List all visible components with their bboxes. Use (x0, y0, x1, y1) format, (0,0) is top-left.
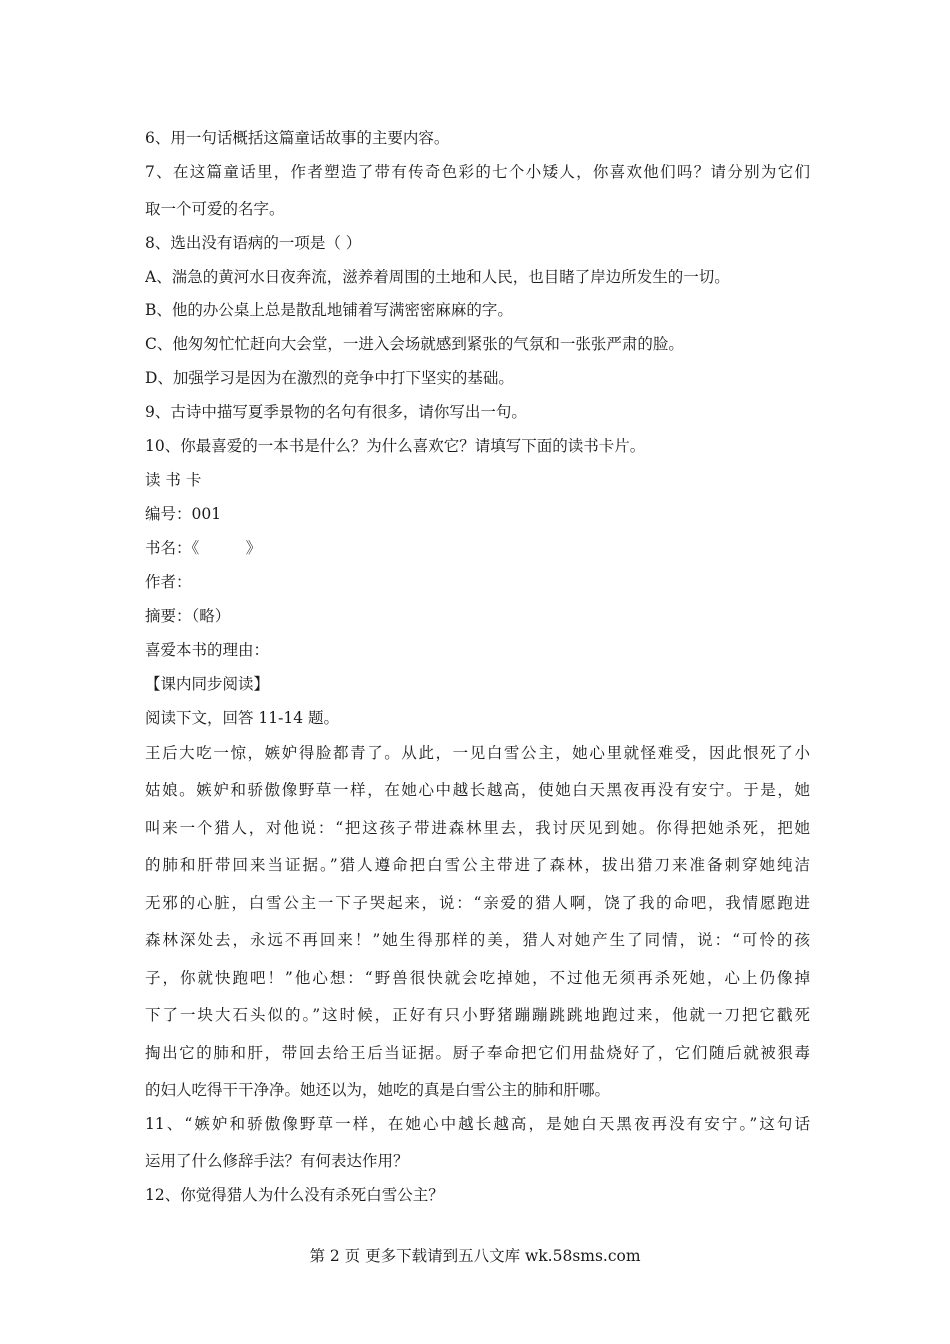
question-10: 10、你最喜爱的一本书是什么？为什么喜欢它？请填写下面的读书卡片。 (145, 437, 646, 455)
question-12: 12、你觉得猎人为什么没有杀死白雪公主？ (145, 1186, 444, 1204)
section-heading: 【课内同步阅读】 (145, 675, 270, 693)
option-b: B、他的办公桌上总是散乱地铺着写满密密麻麻的字。 (145, 301, 513, 319)
card-author: 作者： (145, 573, 192, 591)
passage-line-3: 叫来一个猎人，对他说：“把这孩子带进森林里去，我讨厌见到她。你得把她杀死，把她 (145, 819, 810, 837)
passage-line-6: 森林深处去，永远不再回来！”她生得那样的美，猎人对她产生了同情，说：“可怜的孩 (145, 931, 810, 949)
question-11-line-1: 11、“嫉妒和骄傲像野草一样，在她心中越长越高，是她白天黑夜再没有安宁。”这句话 (145, 1115, 810, 1133)
passage-line-10: 的妇人吃得干干净净。她还以为，她吃的真是白雪公主的肺和肝哪。 (145, 1081, 611, 1099)
question-8: 8、选出没有语病的一项是（ ） (145, 234, 362, 252)
passage-line-5: 无邪的心脏，白雪公主一下子哭起来，说：“亲爱的猎人啊，饶了我的命吧，我情愿跑进 (145, 894, 810, 912)
reading-card-title: 读 书 卡 (145, 471, 202, 489)
option-a: A、湍急的黄河水日夜奔流，滋养着周围的土地和人民，也目睹了岸边所发生的一切。 (145, 268, 730, 286)
card-number: 编号：001 (145, 505, 222, 523)
question-7-line-2: 取一个可爱的名字。 (145, 200, 285, 218)
reading-instruction: 阅读下文，回答 11-14 题。 (145, 709, 340, 727)
card-summary: 摘要：（略） (145, 607, 231, 625)
card-reason: 喜爱本书的理由： (145, 641, 270, 659)
question-9: 9、古诗中描写夏季景物的名句有很多，请你写出一句。 (145, 403, 527, 421)
passage-line-9: 掏出它的肺和肝，带回去给王后当证据。厨子奉命把它们用盐烧好了，它们随后就被狠毒 (145, 1044, 810, 1062)
passage-line-4: 的肺和肝带回来当证据。”猎人遵命把白雪公主带进了森林，拔出猎刀来准备刺穿她纯洁 (145, 856, 810, 874)
option-c: C、他匆匆忙忙赶向大会堂，一进入会场就感到紧张的气氛和一张张严肃的脸。 (145, 335, 684, 353)
page-footer: 第 2 页 更多下载请到五八文库 wk.58sms.com (309, 1247, 641, 1265)
card-book-name: 书名：《 》 (145, 539, 262, 557)
option-d: D、加强学习是因为在激烈的竞争中打下坚实的基础。 (145, 369, 514, 387)
passage-line-2: 姑娘。嫉妒和骄傲像野草一样，在她心中越长越高，使她白天黑夜再没有安宁。于是，她 (145, 781, 810, 799)
question-6: 6、用一句话概括这篇童话故事的主要内容。 (145, 129, 450, 147)
question-11-line-2: 运用了什么修辞手法？有何表达作用？ (145, 1152, 409, 1170)
passage-line-8: 下了一块大石头似的。”这时候，正好有只小野猪蹦蹦跳跳地跑过来，他就一刀把它戳死 (145, 1006, 810, 1024)
passage-line-7: 子，你就快跑吧！”他心想：“野兽很快就会吃掉她，不过他无须再杀死她，心上仍像掉 (145, 969, 810, 987)
passage-line-1: 王后大吃一惊，嫉妒得脸都青了。从此，一见白雪公主，她心里就怪难受，因此恨死了小 (145, 744, 810, 762)
question-7-line-1: 7、在这篇童话里，作者塑造了带有传奇色彩的七个小矮人，你喜欢他们吗？请分别为它们 (145, 163, 810, 181)
